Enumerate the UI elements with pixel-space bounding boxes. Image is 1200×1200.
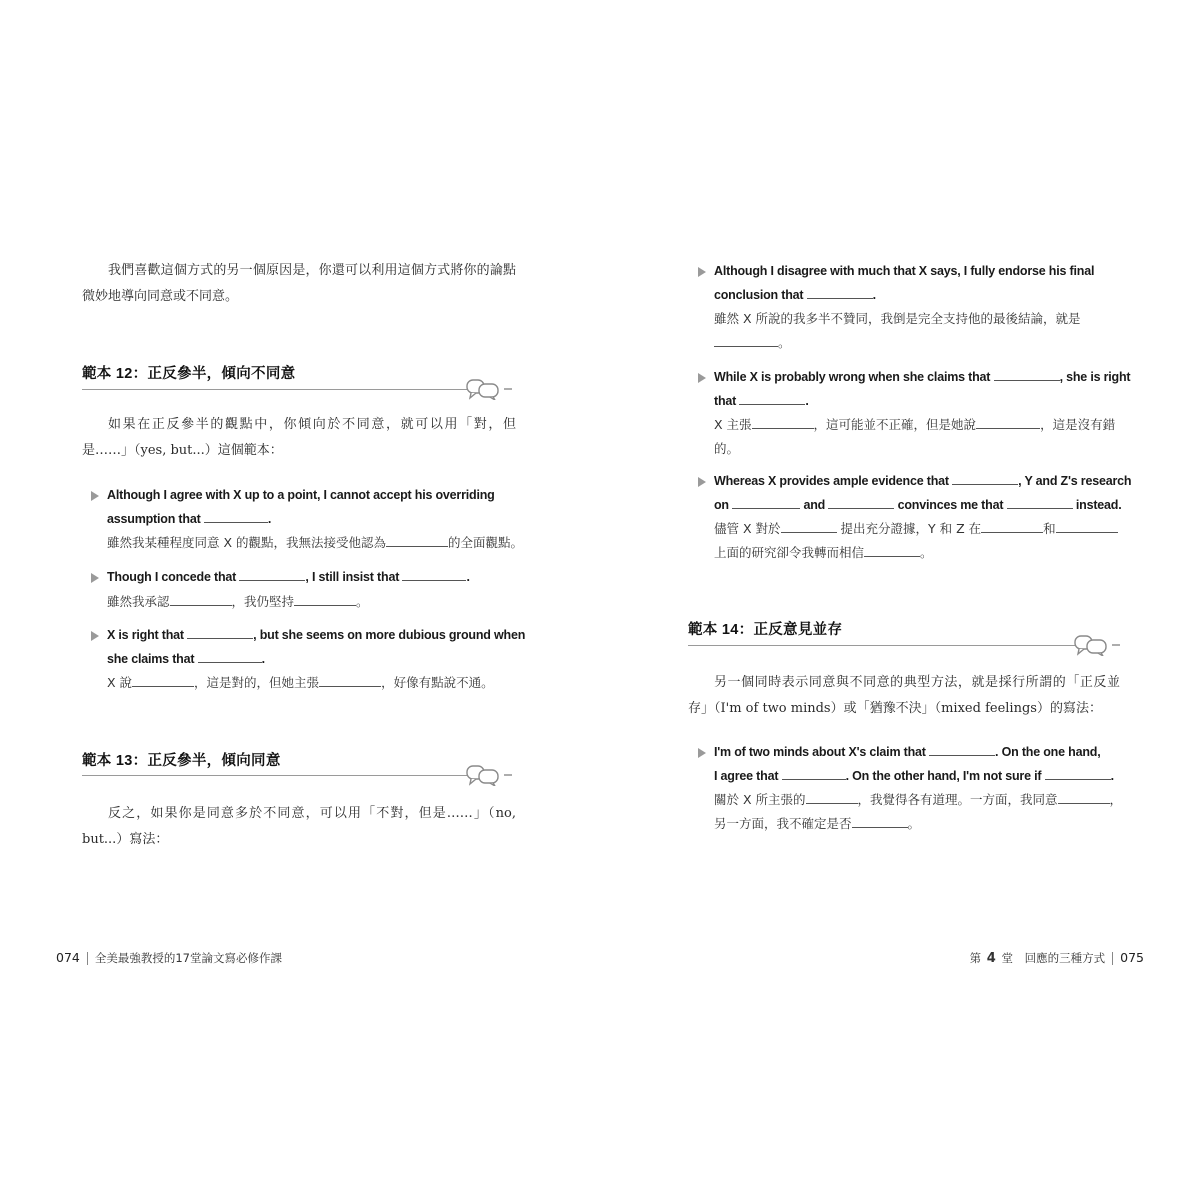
template-chinese-line: 。 [714,331,1094,355]
book-title: 全美最強教授的17堂論文寫必修作課 [94,951,282,965]
arrow-bullet-icon [91,573,99,583]
template-english-line: X is right that , but she seems on more dubious ground when [107,624,525,648]
chapter-prefix: 第 [969,951,982,965]
template-chinese-line: 關於 X 所主張的 ，我覺得各有道理。一方面，我同意 ， [714,788,1122,812]
fill-in-blank [828,494,894,509]
template-english-line: assumption that . [107,508,523,532]
heading-rule [82,775,468,776]
fill-in-blank [864,542,920,557]
page-number: 074 [56,950,80,965]
fill-in-blank [294,591,356,606]
fill-in-blank [807,284,873,299]
intro-paragraph: 我們喜歡這個方式的另一個原因是，你還可以利用這個方式將你的論點微妙地導向同意或不同意。 [82,263,516,304]
arrow-bullet-icon [698,477,706,487]
page-number: 075 [1120,950,1144,965]
template-chinese-line: 雖然我承認 ，我仍堅持 。 [107,590,470,614]
fill-in-blank [402,566,466,581]
chapter-suffix: 堂 [1001,951,1013,965]
heading-rule [688,645,1076,646]
template-chinese-line: X 說 ，這是對的，但她主張 ，好像有點說不通。 [107,671,525,695]
fill-in-blank [806,789,858,804]
right-page [600,0,1200,1200]
fill-in-blank [952,470,1018,485]
fill-in-blank [132,672,194,687]
template-item [714,470,1131,564]
fill-in-blank [752,414,814,429]
template-item [107,566,470,613]
fill-in-blank [386,532,448,547]
section-heading-13: 範本 13：正反參半，傾向同意 [82,753,281,769]
fill-in-blank [976,414,1040,429]
template-english-line: that . [714,390,1130,414]
template-english-line: Although I disagree with much that X says, I fully endorse his final [714,264,1095,278]
template-item [714,260,1094,354]
template-chinese-line: 雖然 X 所說的我多半不贊同，我倒是完全支持他的最後結論，就是 [714,311,1081,326]
arrow-bullet-icon [698,748,706,758]
fill-in-blank [732,494,800,509]
template-item [714,741,1122,835]
fill-in-blank [170,591,232,606]
template-english-line: on and convinces me that instead. [714,494,1131,518]
template-english-line: she claims that . [107,648,525,672]
chapter-title: 回應的三種方式 [1024,951,1106,965]
template-chinese-line: 另一方面，我不確定是否 。 [714,812,1122,836]
speech-bubbles-icon [466,378,514,400]
fill-in-blank [929,741,995,756]
fill-in-blank [198,648,262,663]
footer-divider [1112,952,1113,965]
fill-in-blank [714,332,778,347]
template-chinese-line: 儘管 X 對於 提出充分證據，Y 和 Z 在 和 [714,517,1131,541]
template-english-line: Although I agree with X up to a point, I cannot accept his overriding [107,488,495,502]
template-chinese-line: 雖然我某種程度同意 X 的觀點，我無法接受他認為 的全面觀點。 [107,531,523,555]
footer-divider [87,952,88,965]
template-english-line: conclusion that . [714,284,1094,308]
template-english-line: Whereas X provides ample evidence that , Y and Z's research [714,470,1131,494]
template-english-line: I'm of two minds about X's claim that . On the one hand, [714,741,1122,765]
fill-in-blank [1007,494,1073,509]
section-12-intro: 如果在正反參半的觀點中，你傾向於不同意，就可以用「對，但是……」（yes, but...）這個範本： [82,417,516,458]
template-item [107,484,523,555]
arrow-bullet-icon [698,267,706,277]
fill-in-blank [319,672,381,687]
template-item [714,366,1130,460]
fill-in-blank [1045,765,1111,780]
template-english-line: Though I concede that , I still insist that . [107,566,470,590]
template-chinese-line: 上面的研究卻令我轉而相信 。 [714,541,1131,565]
speech-bubbles-icon [1074,634,1122,656]
section-heading-14: 範本 14：正反意見並存 [688,622,843,638]
template-chinese-line: 的。 [714,440,740,456]
fill-in-blank [739,390,805,405]
speech-bubbles-icon [466,764,514,786]
fill-in-blank [1058,789,1110,804]
fill-in-blank [782,765,846,780]
template-english-line: While X is probably wrong when she claims that , she is right [714,366,1130,390]
fill-in-blank [981,518,1043,533]
arrow-bullet-icon [91,631,99,641]
section-13-intro: 反之，如果你是同意多於不同意，可以用「不對，但是……」（no, but...）寫法： [82,806,516,847]
fill-in-blank [1056,518,1118,533]
fill-in-blank [852,813,908,828]
fill-in-blank [994,366,1060,381]
template-chinese-line: X 主張 ，這可能並不正確，但是她說 ，這是沒有錯 [714,413,1130,437]
fill-in-blank [239,566,305,581]
heading-rule [82,389,468,390]
fill-in-blank [781,518,837,533]
section-heading-12: 範本 12：正反參半，傾向不同意 [82,366,296,382]
section-14-intro: 另一個同時表示同意與不同意的典型方法，就是採行所謂的「正反並存」（I'm of two minds）或「猶豫不決」（mixed feelings）的寫法： [688,675,1120,716]
template-item [107,624,525,695]
page-footer-left [56,950,282,966]
fill-in-blank [204,508,268,523]
page-footer-right [970,950,1144,966]
fill-in-blank [187,624,253,639]
arrow-bullet-icon [91,491,99,501]
arrow-bullet-icon [698,373,706,383]
template-english-line: I agree that . On the other hand, I'm not sure if . [714,765,1122,789]
chapter-number: 4 [986,951,996,966]
